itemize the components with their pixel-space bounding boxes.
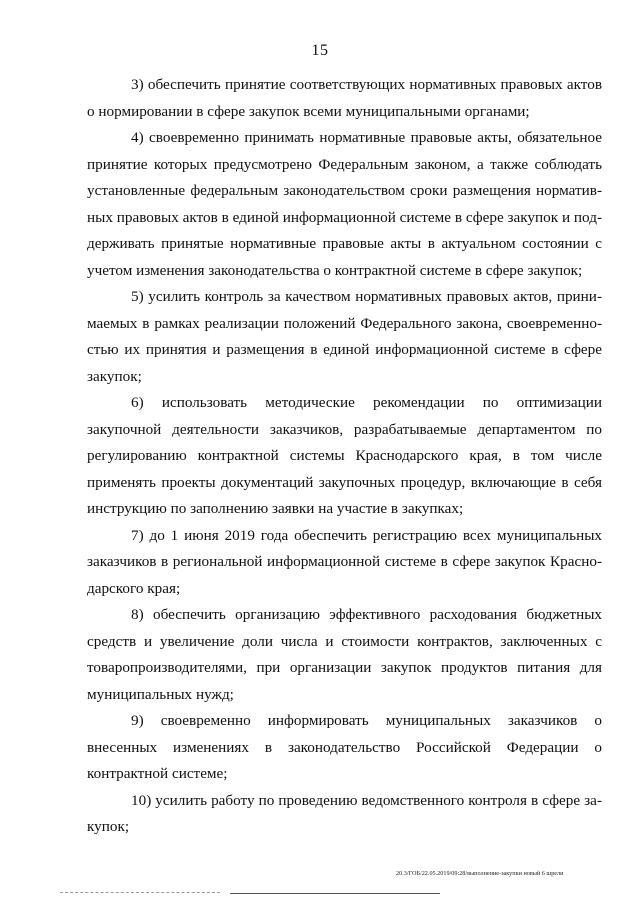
document-body [87, 72, 602, 841]
paragraph-item-10: 10) усилить работу по проведению ведомственного контроля в сфере закупок; [87, 791, 602, 835]
paragraph-item-9: 9) своевременно информировать муниципальных заказчиков о внесенных изменениях в законодательство Российской Федерации о контрактной системе; [87, 712, 602, 782]
paragraph-item-7: 7) до 1 июня 2019 года обеспечить регистрацию всех муниципальных заказчиков в региональной информационной системе в сфере закупок Краснодарского края; [87, 526, 602, 597]
footer-document-code: 20.3/ГОБ/22.05.2019/09:28/выполнение-закупки новый 6 шрели [396, 870, 564, 877]
paragraph-item-8: 8) обеспечить организацию эффективного расходования бюджетных средств и увеличение доли числа и стоимости контрактов, заключенных с товаропроизводителями, при организации закупок продуктов питания для муниципальных нужд; [87, 606, 602, 703]
paragraph-item-4: 4) своевременно принимать нормативные правовые акты, обязательное принятие которых предусмотрено Федеральным законом, а также соблюдать установленные федеральным законодательством сроки размещения нормативных правовых актов в единой информационной системе в сфере закупок и поддерживать принятые нормативные правовые акты в актуальном состоянии с учетом изменения законодательства о контрактной системе в сфере закупок; [87, 129, 602, 279]
scan-artifact-line [60, 892, 220, 896]
paragraph-item-6: 6) использовать методические рекомендации по оптимизации закупочной деятельности заказчиков, разрабатываемые департаментом по регулированию контрактной системы Краснодарского края, в том числе применять проекты документаций закупочных процедур, включающие в себя инструкцию по заполнению заявки на участие в закупках; [87, 394, 602, 517]
paragraph-item-5: 5) усилить контроль за качеством нормативных правовых актов, принимаемых в рамках реализации положений Федерального закона, своевременностью их принятия и размещения в единой информационной системе в сфере закупок; [87, 288, 602, 385]
page-number: 15 [311, 42, 329, 59]
paragraph-item-3: 3) обеспечить принятие соответствующих нормативных правовых актов о нормировании в сфере закупок всеми муниципальными органами; [87, 76, 602, 120]
bottom-rule-line [230, 893, 440, 894]
